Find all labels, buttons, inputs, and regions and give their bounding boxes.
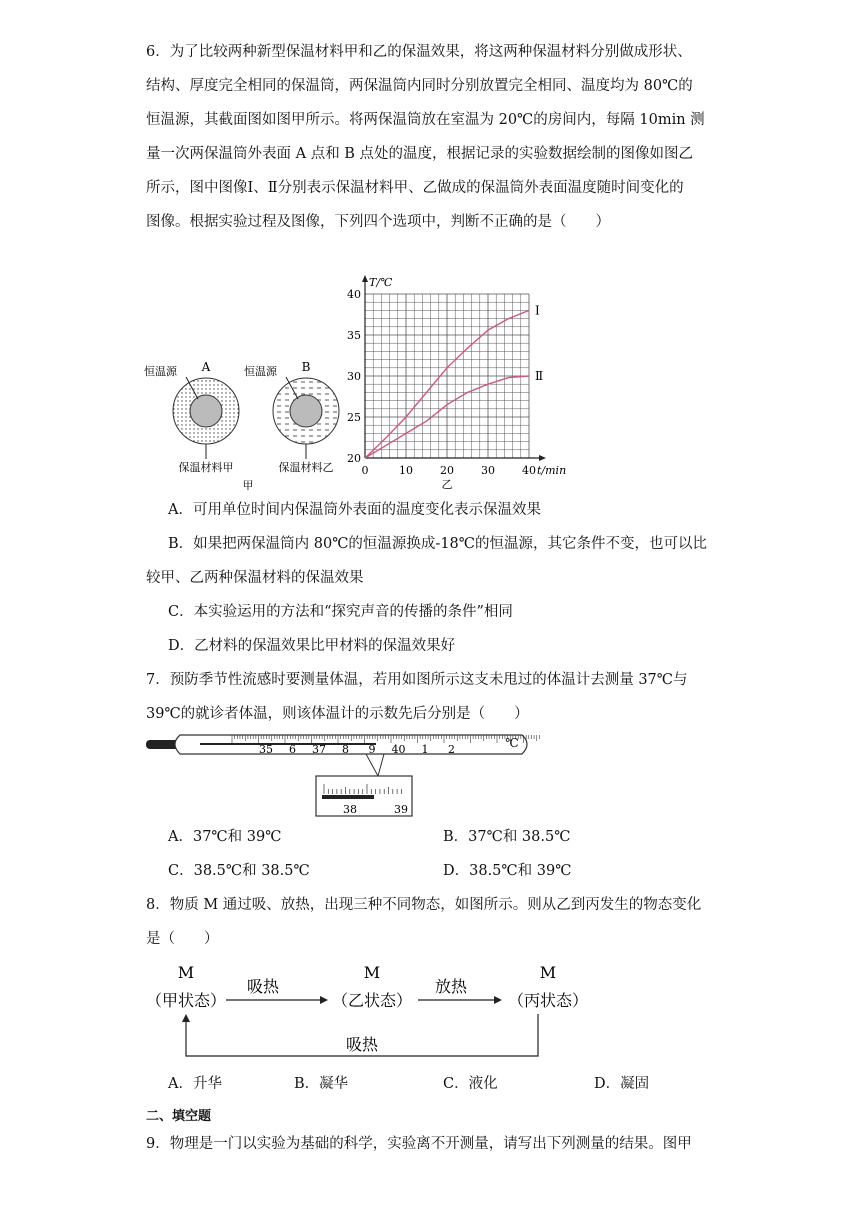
x-tick-label: 30: [481, 464, 495, 477]
scale-label: 37: [312, 743, 326, 756]
state-yi: （乙状态）: [331, 991, 413, 1010]
q7-line-2: 39℃的就诊者体温，则该体温计的示数先后分别是（ ）: [146, 706, 529, 722]
q7-option-d: D．38.5℃和 39℃: [443, 863, 572, 879]
scale-label: 6: [289, 743, 296, 756]
y-tick-label: 25: [347, 411, 361, 424]
heat-source-a: [190, 395, 222, 427]
q6-option-b: B．如果把两保温筒内 80℃的恒温源换成-18℃的恒温源，其它条件不变，也可以比: [168, 536, 708, 552]
zoom-label-38: 38: [343, 803, 357, 816]
m-3: M: [539, 963, 557, 982]
q6-option-a: A．可用单位时间内保温筒外表面的温度变化表示保温效果: [168, 502, 541, 518]
q9-line-1: 9．物理是一门以实验为基础的科学，实验离不开测量，请写出下列测量的结果。图甲: [146, 1136, 692, 1152]
scale-label: 8: [342, 743, 349, 756]
y-tick-label: 30: [347, 370, 361, 383]
arrow-1-label: 吸热: [246, 977, 280, 996]
scale-label: 35: [259, 743, 273, 756]
q6-line-1: 6．为了比较两种新型保温材料甲和乙的保温效果，将这两种保温材料分别做成形状、: [146, 44, 692, 60]
return-arrow-head: [182, 1014, 190, 1022]
q7-option-a: A．37℃和 39℃: [168, 829, 282, 845]
scale-label: 40: [391, 743, 406, 756]
q8-option-c: C．液化: [443, 1076, 498, 1092]
scale-label: 9: [368, 743, 376, 756]
y-tick-label: 35: [347, 329, 361, 342]
arrow-3-label: 吸热: [345, 1035, 379, 1054]
material-a-label: 保温材料甲: [178, 461, 234, 474]
q6-line-2: 结构、厚度完全相同的保温筒，两保温筒内同时分别放置完全相同、温度均为 80℃的: [146, 78, 693, 94]
x-tick-label: 20: [440, 464, 454, 477]
state-jia: （甲状态）: [145, 991, 227, 1010]
section-title-fill-in: 二、填空题: [146, 1109, 212, 1124]
arrow-2-label: 放热: [434, 977, 468, 996]
heat-source-b: [290, 395, 322, 427]
y-axis-arrow: [362, 275, 368, 282]
q6-line-4: 量一次两保温筒外表面 A 点和 B 点处的温度，根据记录的实验数据绘制的图像如图乙: [146, 146, 694, 162]
q6-line-5: 所示，图中图像Ⅰ、Ⅱ分别表示保温材料甲、乙做成的保温筒外表面温度随时间变化的: [146, 180, 684, 196]
source-a-label: 恒温源: [144, 365, 177, 378]
material-b-label: 保温材料乙: [278, 461, 334, 474]
y-tick-label: 20: [347, 452, 361, 465]
q8-line-1: 8．物质 M 通过吸、放热，出现三种不同物态，如图所示。则从乙到丙发生的物态变化: [146, 897, 702, 913]
arrow-1-head: [320, 996, 328, 1004]
figure-jia-caption: 甲: [242, 479, 254, 492]
m-2: M: [363, 963, 381, 982]
label-a: A: [201, 360, 211, 374]
zoom-pointer: [366, 754, 384, 776]
thermometer-unit: ℃: [505, 736, 519, 750]
y-tick-label: 40: [347, 288, 361, 301]
x-tick-label: 40: [522, 464, 536, 477]
q6-line-6: 图像。根据实验过程及图像，下列四个选项中，判断不正确的是（ ）: [146, 214, 610, 230]
q7-line-1: 7．预防季节性流感时要测量体温，若用如图所示这支未甩过的体温计去测量 37℃与: [146, 672, 688, 688]
x-axis-label: t/min: [537, 464, 567, 477]
y-axis-label: T/℃: [369, 276, 393, 289]
x-axis-arrow: [539, 455, 546, 461]
series-label-1: Ⅰ: [535, 303, 540, 318]
label-b: B: [301, 360, 311, 374]
q6-option-c: C．本实验运用的方法和“探究声音的传播的条件”相同: [168, 604, 513, 620]
zoom-mercury: [322, 795, 374, 799]
q8-option-d: D．凝固: [594, 1076, 650, 1092]
q8-line-2: 是（ ）: [146, 931, 219, 947]
q6-line-3: 恒温源，其截面图如图甲所示。将两保温筒放在室温为 20℃的房间内，每隔 10min 测: [146, 112, 705, 128]
series-label-2: Ⅱ: [535, 369, 544, 383]
thermometer-figure: [140, 732, 540, 820]
q7-option-b: B．37℃和 38.5℃: [443, 829, 571, 845]
x-tick-label: 0: [361, 464, 369, 477]
x-tick-label: 10: [399, 464, 413, 477]
state-change-diagram: [140, 958, 600, 1062]
m-1: M: [177, 963, 195, 982]
q6-option-b-cont: 较甲、乙两种保温材料的保温效果: [146, 570, 364, 586]
scale-label: 2: [448, 743, 455, 756]
figure-jia: [140, 355, 340, 495]
q8-option-a: A．升华: [168, 1076, 222, 1092]
scale-label: 1: [421, 743, 429, 756]
source-b-label: 恒温源: [244, 365, 277, 378]
q6-option-d: D．乙材料的保温效果比甲材料的保温效果好: [168, 638, 456, 654]
q7-option-c: C．38.5℃和 38.5℃: [168, 863, 310, 879]
arrow-2-head: [494, 996, 502, 1004]
zoom-label-39: 39: [394, 803, 408, 816]
state-bing: （丙状态）: [507, 991, 589, 1010]
figure-yi-caption: 乙: [441, 478, 453, 491]
q8-option-b: B．凝华: [294, 1076, 349, 1092]
figure-yi-chart: [335, 268, 575, 493]
